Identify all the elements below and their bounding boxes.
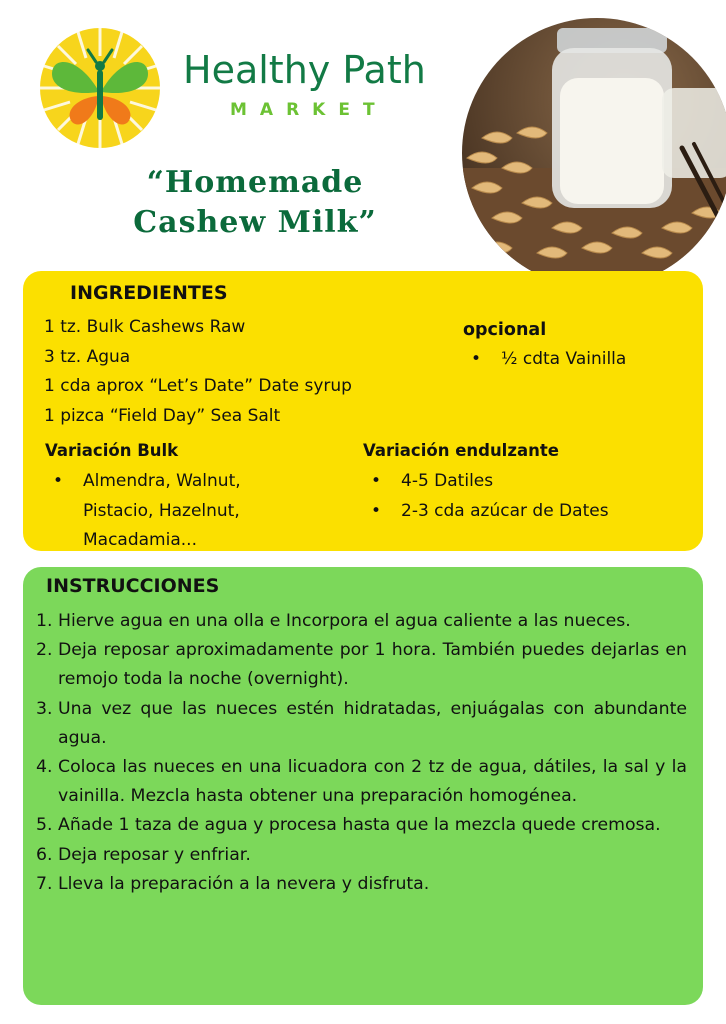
ingredients-list — [44, 313, 352, 431]
step-number: 5. — [36, 815, 53, 836]
list-item — [45, 467, 241, 556]
instructions-list — [36, 607, 687, 899]
brand-name: Healthy Path — [183, 48, 426, 92]
variation-bulk-list — [45, 467, 241, 556]
variation-bulk-line: Macadamia... — [83, 530, 197, 550]
step-number: 4. — [36, 757, 53, 778]
recipe-title-line2: Cashew Milk” — [133, 205, 377, 240]
step-number: 6. — [36, 844, 53, 865]
list-item: • 4-5 Datiles — [363, 467, 609, 497]
list-item — [36, 811, 687, 840]
list-item: 1 cda aprox “Let’s Date” Date syrup — [44, 376, 352, 396]
variation-bulk-heading: Variación Bulk — [45, 441, 179, 460]
list-item: 3 tz. Agua — [44, 346, 131, 367]
step-text: Hierve agua en una olla e Incorpora el agua caliente a las nueces. — [58, 611, 631, 631]
list-item — [36, 841, 687, 870]
step-number: 7. — [36, 873, 53, 894]
list-item: • 2-3 cda azúcar de Dates — [363, 497, 609, 527]
step-text: Añade 1 taza de agua y procesa hasta que la mezcla quede cremosa. — [58, 815, 661, 836]
step-text: Una vez que las nueces estén hidratadas, enjuágalas con abundante agua. — [58, 698, 687, 748]
step-number: 2. — [36, 640, 53, 661]
variation-sweet-list — [363, 467, 609, 526]
recipe-title-line1: “Homemade — [146, 165, 364, 200]
list-item: 1 tz. Bulk Cashews Raw — [44, 317, 246, 337]
step-text: Lleva la preparación a la nevera y disfruta. — [58, 873, 430, 894]
ingredients-heading: INGREDIENTES — [70, 282, 228, 304]
optional-list — [463, 345, 626, 375]
list-item: • ½ cdta Vainilla — [463, 345, 626, 375]
step-text: Deja reposar aproximadamente por 1 hora. También puedes dejarlas en remojo toda la noche (overnight). — [58, 640, 687, 690]
variation-bulk-line: Almendra, Walnut, — [83, 471, 241, 491]
list-item — [36, 607, 687, 636]
list-item — [36, 695, 687, 753]
step-number: 1. — [36, 611, 53, 631]
step-number: 3. — [36, 698, 53, 719]
cashew-milk-jar-photo — [462, 18, 726, 288]
list-item — [36, 870, 687, 899]
recipe-title — [60, 163, 450, 243]
optional-heading: opcional — [463, 320, 547, 340]
brand-subtitle: MARKET — [230, 100, 388, 120]
list-item: 1 pizca “Field Day” Sea Salt — [44, 405, 281, 426]
variation-sweet-heading: Variación endulzante — [363, 441, 559, 460]
step-text: Deja reposar y enfriar. — [58, 844, 251, 865]
variation-bulk-line: Pistacio, Hazelnut, — [83, 500, 240, 521]
butterfly-sun-logo — [38, 26, 162, 150]
step-text: Coloca las nueces en una licuadora con 2 tz de agua, dátiles, la sal y la vainilla. Mezcla hasta obtener una preparación homogénea. — [58, 757, 687, 807]
list-item — [36, 753, 687, 811]
list-item — [36, 636, 687, 694]
instructions-heading: INSTRUCCIONES — [46, 575, 220, 597]
